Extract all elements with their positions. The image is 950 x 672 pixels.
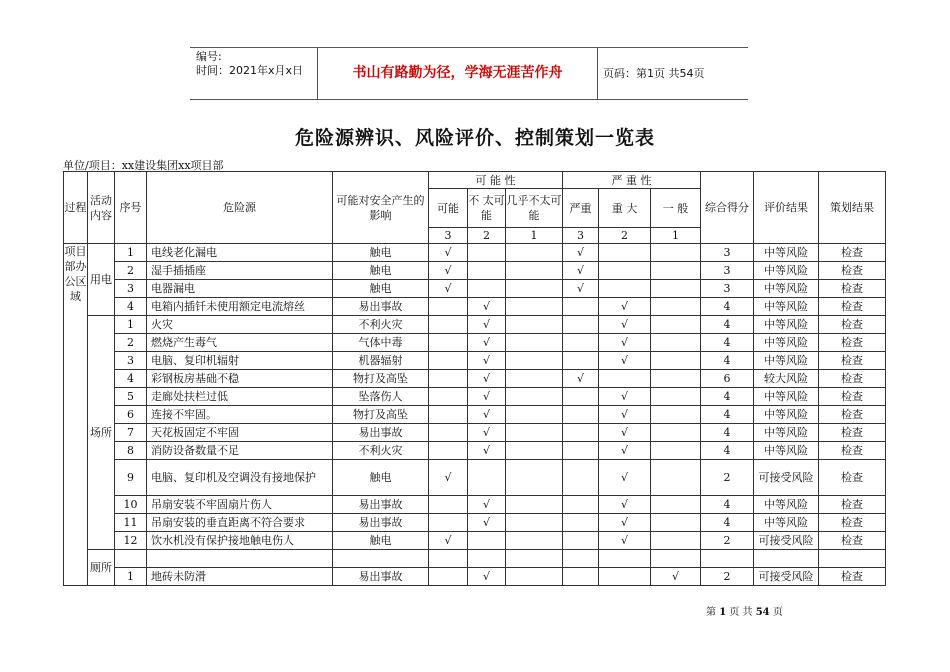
severity-mark-cell: [651, 334, 701, 352]
severity-mark-cell: √: [563, 262, 599, 280]
score-cell: [701, 550, 754, 568]
col-impact: 可能对安全产生的影响: [333, 172, 429, 244]
seq-cell: 9: [115, 460, 147, 496]
score-cell: 2: [701, 532, 754, 550]
possibility-mark-cell: √: [468, 568, 506, 586]
severity-mark-cell: [563, 568, 599, 586]
eval-cell: 中等风险: [754, 280, 819, 298]
col-activity: 活动内容: [88, 172, 115, 244]
severity-mark-cell: √: [599, 424, 651, 442]
plan-cell: 检查: [819, 280, 886, 298]
seq-cell: 8: [115, 442, 147, 460]
eval-cell: 中等风险: [754, 496, 819, 514]
table-body: [64, 244, 886, 586]
severity-mark-cell: [599, 280, 651, 298]
eval-cell: 可接受风险: [754, 568, 819, 586]
col-hazard: 危险源: [147, 172, 333, 244]
severity-mark-cell: [651, 406, 701, 424]
severity-mark-cell: √: [599, 496, 651, 514]
eval-cell: 可接受风险: [754, 460, 819, 496]
eval-cell: 中等风险: [754, 262, 819, 280]
seq-cell: 10: [115, 496, 147, 514]
impact-cell: [333, 550, 429, 568]
impact-cell: 触电: [333, 280, 429, 298]
unit-label: 单位/项目：xx建设集团xx项目部: [63, 159, 224, 172]
severity-mark-cell: [563, 298, 599, 316]
severity-mark-cell: [651, 316, 701, 334]
table-row: [64, 388, 886, 406]
severity-mark-cell: [563, 514, 599, 532]
hazard-cell: 电线老化漏电: [147, 244, 333, 262]
possibility-mark-cell: [506, 370, 563, 388]
table-row: [64, 334, 886, 352]
table-row: [64, 568, 886, 586]
score-cell: 4: [701, 316, 754, 334]
score-cell: 6: [701, 370, 754, 388]
document-number-label: 编号:: [196, 50, 222, 63]
hazard-cell: 电脑、复印机辐射: [147, 352, 333, 370]
possibility-mark-cell: [429, 388, 468, 406]
hazard-cell: 饮水机没有保护接地触电伤人: [147, 532, 333, 550]
hazard-cell: 连接不牢固。: [147, 406, 333, 424]
col-score: 综合得分: [701, 172, 754, 244]
plan-cell: 检查: [819, 532, 886, 550]
hazard-cell: 火灾: [147, 316, 333, 334]
possibility-mark-cell: √: [468, 496, 506, 514]
impact-cell: 易出事故: [333, 514, 429, 532]
table-row: [64, 298, 886, 316]
score-cell: 4: [701, 388, 754, 406]
severity-mark-cell: [599, 370, 651, 388]
severity-mark-cell: [563, 316, 599, 334]
table-row: [64, 550, 886, 568]
seq-cell: 5: [115, 388, 147, 406]
weight-poss-2: 2: [468, 228, 506, 244]
severity-mark-cell: [563, 442, 599, 460]
possibility-mark-cell: [429, 298, 468, 316]
score-cell: 4: [701, 496, 754, 514]
eval-cell: 中等风险: [754, 316, 819, 334]
col-sev-serious: 严重: [563, 189, 599, 228]
possibility-mark-cell: [429, 316, 468, 334]
header-motto: 书山有路勤为径，学海无涯苦作舟: [317, 48, 598, 99]
score-cell: 4: [701, 352, 754, 370]
col-process: 过程: [64, 172, 88, 244]
hazard-cell: 燃烧产生毒气: [147, 334, 333, 352]
plan-cell: 检查: [819, 424, 886, 442]
severity-mark-cell: [563, 496, 599, 514]
table-row: [64, 352, 886, 370]
eval-cell: 中等风险: [754, 352, 819, 370]
footer-total-pages: 54: [755, 607, 770, 618]
plan-cell: 检查: [819, 496, 886, 514]
possibility-mark-cell: [429, 334, 468, 352]
impact-cell: 触电: [333, 262, 429, 280]
possibility-mark-cell: [506, 532, 563, 550]
possibility-mark-cell: [506, 496, 563, 514]
seq-cell: 7: [115, 424, 147, 442]
plan-cell: 检查: [819, 298, 886, 316]
impact-cell: 物打及高坠: [333, 370, 429, 388]
severity-mark-cell: √: [599, 532, 651, 550]
severity-mark-cell: [563, 424, 599, 442]
col-eval: 评价结果: [754, 172, 819, 244]
process-cell: 项目部办公区域: [64, 244, 88, 586]
hazard-cell: 湿手插插座: [147, 262, 333, 280]
table-row: [64, 424, 886, 442]
document-time: 时间：2021年x月x日: [196, 64, 304, 77]
impact-cell: 易出事故: [333, 568, 429, 586]
possibility-mark-cell: √: [429, 280, 468, 298]
impact-cell: 机器辐射: [333, 352, 429, 370]
severity-mark-cell: √: [599, 442, 651, 460]
impact-cell: 物打及高坠: [333, 406, 429, 424]
possibility-mark-cell: [506, 514, 563, 532]
hazard-cell: 电器漏电: [147, 280, 333, 298]
possibility-mark-cell: [429, 514, 468, 532]
possibility-mark-cell: [506, 406, 563, 424]
seq-cell: 12: [115, 532, 147, 550]
possibility-mark-cell: √: [468, 334, 506, 352]
severity-mark-cell: [651, 370, 701, 388]
table-header: [64, 172, 886, 244]
impact-cell: 易出事故: [333, 496, 429, 514]
col-sev-general: 一 般: [651, 189, 701, 228]
weight-poss-1: 3: [429, 228, 468, 244]
possibility-mark-cell: √: [468, 424, 506, 442]
eval-cell: 较大风险: [754, 370, 819, 388]
possibility-mark-cell: [506, 316, 563, 334]
possibility-mark-cell: [506, 442, 563, 460]
seq-cell: 4: [115, 370, 147, 388]
possibility-mark-cell: √: [468, 406, 506, 424]
table-row: [64, 244, 886, 262]
seq-cell: 1: [115, 244, 147, 262]
table-row: [64, 442, 886, 460]
severity-mark-cell: [563, 532, 599, 550]
seq-cell: 3: [115, 280, 147, 298]
col-plan: 策划结果: [819, 172, 886, 244]
hazard-cell: 天花板固定不牢固: [147, 424, 333, 442]
hazard-cell: 吊扇安装不牢固扇片伤人: [147, 496, 333, 514]
severity-mark-cell: [651, 496, 701, 514]
severity-mark-cell: [599, 244, 651, 262]
severity-mark-cell: [651, 352, 701, 370]
plan-cell: [819, 550, 886, 568]
weight-sev-3: 1: [651, 228, 701, 244]
table-row: [64, 460, 886, 496]
weight-poss-3: 1: [506, 228, 563, 244]
seq-cell: 6: [115, 406, 147, 424]
plan-cell: 检查: [819, 316, 886, 334]
impact-cell: 易出事故: [333, 298, 429, 316]
severity-mark-cell: √: [651, 568, 701, 586]
severity-mark-cell: [563, 334, 599, 352]
plan-cell: 检查: [819, 460, 886, 496]
severity-mark-cell: [651, 280, 701, 298]
impact-cell: 易出事故: [333, 424, 429, 442]
possibility-mark-cell: [506, 460, 563, 496]
table-row: [64, 262, 886, 280]
severity-mark-cell: [651, 244, 701, 262]
severity-mark-cell: [563, 406, 599, 424]
activity-cell: 用电: [88, 244, 115, 316]
possibility-mark-cell: √: [429, 532, 468, 550]
severity-mark-cell: √: [599, 298, 651, 316]
weight-sev-2: 2: [599, 228, 651, 244]
col-possibility: 可 能 性: [429, 172, 563, 189]
plan-cell: 检查: [819, 262, 886, 280]
possibility-mark-cell: √: [468, 298, 506, 316]
possibility-mark-cell: [429, 424, 468, 442]
seq-cell: 11: [115, 514, 147, 532]
possibility-mark-cell: [429, 352, 468, 370]
possibility-mark-cell: √: [468, 370, 506, 388]
eval-cell: 可接受风险: [754, 532, 819, 550]
severity-mark-cell: [651, 442, 701, 460]
severity-mark-cell: [651, 424, 701, 442]
eval-cell: 中等风险: [754, 298, 819, 316]
footer-post: 页: [772, 607, 783, 618]
seq-cell: 3: [115, 352, 147, 370]
plan-cell: 检查: [819, 514, 886, 532]
hazard-cell: 吊扇安装的垂直距离不符合要求: [147, 514, 333, 532]
score-cell: 4: [701, 406, 754, 424]
table-row: [64, 280, 886, 298]
severity-mark-cell: [563, 388, 599, 406]
document-header: [190, 47, 748, 100]
possibility-mark-cell: [506, 388, 563, 406]
possibility-mark-cell: [506, 424, 563, 442]
plan-cell: 检查: [819, 388, 886, 406]
table-row: [64, 514, 886, 532]
eval-cell: 中等风险: [754, 442, 819, 460]
possibility-mark-cell: [468, 532, 506, 550]
possibility-mark-cell: [429, 370, 468, 388]
possibility-mark-cell: [468, 460, 506, 496]
possibility-mark-cell: [506, 280, 563, 298]
score-cell: 4: [701, 424, 754, 442]
possibility-mark-cell: [506, 262, 563, 280]
table-row: [64, 532, 886, 550]
impact-cell: 触电: [333, 460, 429, 496]
table-row: [64, 370, 886, 388]
severity-mark-cell: [599, 550, 651, 568]
possibility-mark-cell: [429, 568, 468, 586]
footer-mid: 页 共: [729, 607, 753, 618]
activity-cell: 厕所: [88, 550, 115, 586]
seq-cell: 1: [115, 568, 147, 586]
impact-cell: 不利火灾: [333, 442, 429, 460]
plan-cell: 检查: [819, 370, 886, 388]
score-cell: 4: [701, 514, 754, 532]
possibility-mark-cell: [429, 442, 468, 460]
seq-cell: [115, 550, 147, 568]
risk-table: [63, 171, 886, 586]
score-cell: 3: [701, 280, 754, 298]
hazard-cell: 消防设备数量不足: [147, 442, 333, 460]
severity-mark-cell: √: [599, 352, 651, 370]
header-page-info: 页码：第1页 共54页: [603, 67, 705, 80]
hazard-cell: 电箱内插钎未使用额定电流熔丝: [147, 298, 333, 316]
severity-mark-cell: [563, 550, 599, 568]
footer-page-number: 1: [719, 607, 727, 618]
score-cell: 2: [701, 568, 754, 586]
possibility-mark-cell: [506, 334, 563, 352]
possibility-mark-cell: [506, 550, 563, 568]
hazard-cell: 走廊处扶栏过低: [147, 388, 333, 406]
hazard-cell: 地砖未防滑: [147, 568, 333, 586]
possibility-mark-cell: [429, 496, 468, 514]
plan-cell: 检查: [819, 244, 886, 262]
severity-mark-cell: [599, 568, 651, 586]
possibility-mark-cell: [506, 568, 563, 586]
activity-cell: 场所: [88, 316, 115, 550]
weight-sev-1: 3: [563, 228, 599, 244]
possibility-mark-cell: [429, 406, 468, 424]
col-poss-likely: 可能: [429, 189, 468, 228]
impact-cell: 触电: [333, 244, 429, 262]
eval-cell: 中等风险: [754, 334, 819, 352]
impact-cell: 坠落伤人: [333, 388, 429, 406]
seq-cell: 1: [115, 316, 147, 334]
plan-cell: 检查: [819, 334, 886, 352]
severity-mark-cell: √: [599, 334, 651, 352]
impact-cell: 触电: [333, 532, 429, 550]
possibility-mark-cell: √: [468, 388, 506, 406]
document-title: 危险源辨识、风险评价、控制策划一览表: [294, 127, 655, 149]
score-cell: 4: [701, 298, 754, 316]
hazard-cell: 彩钢板房基础不稳: [147, 370, 333, 388]
severity-mark-cell: √: [599, 514, 651, 532]
plan-cell: 检查: [819, 406, 886, 424]
severity-mark-cell: [651, 262, 701, 280]
impact-cell: 不利火灾: [333, 316, 429, 334]
severity-mark-cell: √: [599, 406, 651, 424]
hazard-cell: [147, 550, 333, 568]
severity-mark-cell: [651, 298, 701, 316]
plan-cell: 检查: [819, 568, 886, 586]
seq-cell: 2: [115, 334, 147, 352]
severity-mark-cell: √: [599, 388, 651, 406]
eval-cell: 中等风险: [754, 244, 819, 262]
possibility-mark-cell: [468, 280, 506, 298]
possibility-mark-cell: [429, 550, 468, 568]
severity-mark-cell: [651, 514, 701, 532]
severity-mark-cell: [651, 550, 701, 568]
eval-cell: 中等风险: [754, 406, 819, 424]
possibility-mark-cell: √: [468, 316, 506, 334]
possibility-mark-cell: [506, 352, 563, 370]
possibility-mark-cell: √: [468, 352, 506, 370]
possibility-mark-cell: √: [429, 262, 468, 280]
col-severity: 严 重 性: [563, 172, 701, 189]
eval-cell: 中等风险: [754, 514, 819, 532]
severity-mark-cell: √: [599, 316, 651, 334]
table-row: [64, 406, 886, 424]
score-cell: 2: [701, 460, 754, 496]
severity-mark-cell: √: [599, 460, 651, 496]
severity-mark-cell: [563, 352, 599, 370]
table-row: [64, 316, 886, 334]
col-seq: 序号: [115, 172, 147, 244]
score-cell: 3: [701, 244, 754, 262]
possibility-mark-cell: √: [429, 460, 468, 496]
possibility-mark-cell: √: [429, 244, 468, 262]
possibility-mark-cell: √: [468, 442, 506, 460]
eval-cell: [754, 550, 819, 568]
score-cell: 3: [701, 262, 754, 280]
possibility-mark-cell: [506, 244, 563, 262]
footer-pre: 第: [706, 607, 716, 618]
severity-mark-cell: [599, 262, 651, 280]
header-meta: [190, 48, 317, 99]
severity-mark-cell: [563, 460, 599, 496]
severity-mark-cell: √: [563, 244, 599, 262]
possibility-mark-cell: [506, 298, 563, 316]
score-cell: 4: [701, 334, 754, 352]
seq-cell: 2: [115, 262, 147, 280]
possibility-mark-cell: [468, 262, 506, 280]
possibility-mark-cell: √: [468, 514, 506, 532]
possibility-mark-cell: [468, 550, 506, 568]
seq-cell: 4: [115, 298, 147, 316]
severity-mark-cell: √: [563, 280, 599, 298]
table-row: [64, 496, 886, 514]
plan-cell: 检查: [819, 352, 886, 370]
eval-cell: 中等风险: [754, 388, 819, 406]
plan-cell: 检查: [819, 442, 886, 460]
possibility-mark-cell: [468, 244, 506, 262]
severity-mark-cell: [651, 532, 701, 550]
score-cell: 4: [701, 442, 754, 460]
severity-mark-cell: [651, 460, 701, 496]
hazard-cell: 电脑、复印机及空调没有接地保护: [147, 460, 333, 496]
col-sev-major: 重 大: [599, 189, 651, 228]
col-poss-unlikely: 不 太可能: [468, 189, 506, 228]
col-poss-rare: 几乎不太可能: [506, 189, 563, 228]
impact-cell: 气体中毒: [333, 334, 429, 352]
eval-cell: 中等风险: [754, 424, 819, 442]
severity-mark-cell: √: [563, 370, 599, 388]
severity-mark-cell: [651, 388, 701, 406]
page-footer: [706, 603, 783, 618]
